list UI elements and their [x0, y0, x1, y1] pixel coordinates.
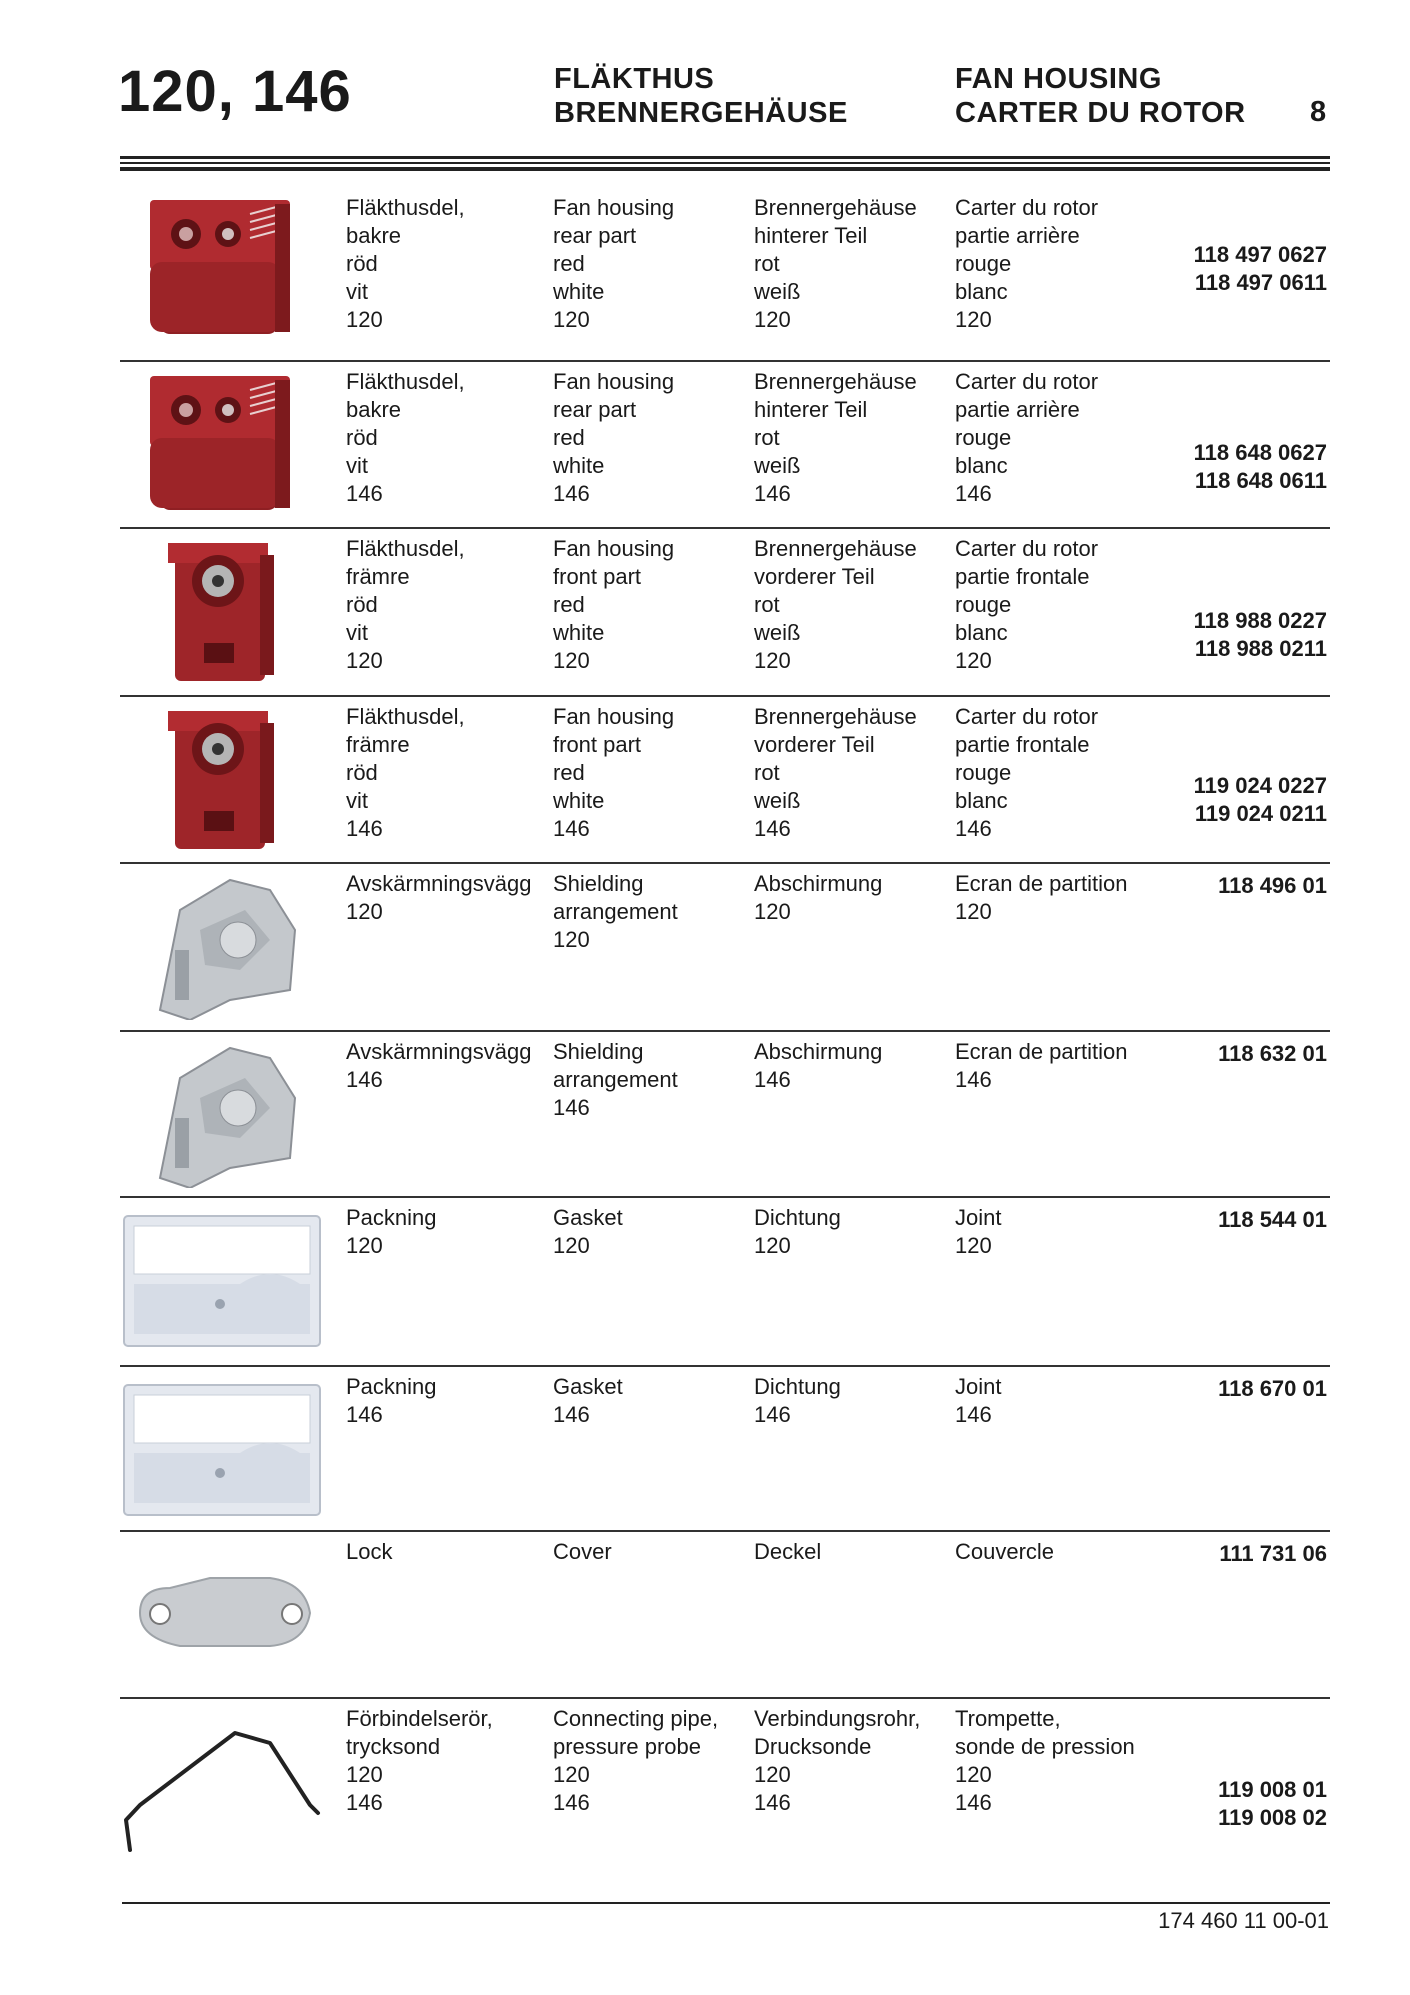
description-line: röd: [346, 425, 378, 450]
description-line: blanc: [955, 620, 1008, 645]
description-line: red: [553, 251, 585, 276]
part-row: [120, 1030, 1330, 1196]
description-line: Ecran de partition: [955, 871, 1128, 896]
part-image-gasket: [120, 1204, 325, 1354]
part-image-cover-plate: [120, 1538, 325, 1688]
description-line: Dichtung: [754, 1205, 841, 1230]
description-line: 120: [346, 307, 383, 332]
description-line: Fläkthusdel,: [346, 369, 465, 394]
model-number: 120, 146: [118, 59, 352, 124]
description-line: röd: [346, 592, 378, 617]
description-german: [754, 1538, 821, 1566]
description-line: white: [553, 279, 605, 304]
part-number: 118 497 0627: [1193, 242, 1327, 267]
description-line: 120: [955, 1233, 992, 1258]
description-line: vorderer Teil: [754, 564, 875, 589]
description-english: [553, 535, 674, 675]
description-swedish: [346, 194, 465, 334]
title-sv-de: [554, 62, 848, 130]
part-number: 118 497 0611: [1194, 270, 1327, 295]
part-numbers: [1218, 1375, 1327, 1403]
description-line: 120: [955, 899, 992, 924]
description-line: rot: [754, 760, 780, 785]
description-line: 146: [553, 1402, 590, 1427]
description-line: Carter du rotor: [955, 195, 1099, 220]
description-line: främre: [346, 564, 410, 589]
description-line: Avskärmningsvägg: [346, 1039, 532, 1064]
description-line: 120: [346, 648, 383, 673]
description-line: rear part: [553, 223, 637, 248]
description-line: Abschirmung: [754, 871, 883, 896]
part-numbers: [1194, 772, 1327, 828]
description-line: 120: [754, 307, 791, 332]
part-image-connecting-pipe: [120, 1705, 325, 1855]
description-line: 120: [553, 1762, 590, 1787]
document-number: 174 460 11 00-01: [1158, 1908, 1329, 1933]
description-line: Fan housing: [553, 369, 675, 394]
description-line: röd: [346, 760, 378, 785]
description-french: [955, 703, 1098, 843]
part-numbers: [1194, 241, 1327, 297]
description-german: [754, 870, 882, 926]
description-french: [955, 1538, 1054, 1566]
title-fr: CARTER DU ROTOR: [955, 97, 1246, 129]
description-german: [754, 1705, 920, 1817]
description-english: [553, 368, 674, 508]
description-line: Lock: [346, 1539, 393, 1564]
description-line: 146: [346, 816, 383, 841]
description-line: 146: [955, 1402, 992, 1427]
description-line: vorderer Teil: [754, 732, 875, 757]
description-line: 120: [553, 648, 590, 673]
description-line: främre: [346, 732, 410, 757]
title-en: FAN HOUSING: [955, 63, 1162, 95]
part-row: [120, 1196, 1330, 1365]
description-line: 146: [346, 1790, 383, 1815]
description-line: rouge: [955, 425, 1012, 450]
description-line: bakre: [346, 397, 402, 422]
part-numbers: [1194, 439, 1327, 495]
description-swedish: [346, 703, 465, 843]
part-row: [120, 360, 1330, 527]
description-line: 120: [754, 1233, 791, 1258]
description-german: [754, 368, 917, 508]
description-english: [553, 1038, 678, 1122]
description-german: [754, 1204, 841, 1260]
part-number: 119 024 0211: [1194, 801, 1327, 826]
description-line: front part: [553, 564, 642, 589]
part-row: [120, 186, 1330, 358]
part-number: 118 544 01: [1218, 1207, 1327, 1232]
part-numbers: [1218, 1040, 1327, 1068]
description-english: [553, 703, 674, 843]
description-line: 120: [346, 1233, 383, 1258]
description-line: 146: [553, 816, 590, 841]
description-swedish: [346, 368, 465, 508]
part-image-fan-housing-front-red: [120, 535, 325, 685]
description-german: [754, 1373, 841, 1429]
description-line: bakre: [346, 223, 402, 248]
description-line: Carter du rotor: [955, 369, 1099, 394]
part-numbers: [1219, 1540, 1327, 1568]
part-numbers: [1218, 1776, 1327, 1832]
header-rule: [120, 156, 1330, 159]
part-number: 118 988 0211: [1194, 636, 1327, 661]
description-line: 120: [754, 648, 791, 673]
description-line: Couvercle: [955, 1539, 1055, 1564]
description-line: Joint: [955, 1205, 1002, 1230]
description-line: 120: [553, 307, 590, 332]
description-line: hinterer Teil: [754, 397, 868, 422]
description-line: 146: [955, 816, 992, 841]
description-line: Förbindelserör,: [346, 1706, 493, 1731]
description-line: Verbindungsrohr,: [754, 1706, 921, 1731]
description-english: [553, 1705, 718, 1817]
title-de: BRENNERGEHÄUSE: [554, 97, 848, 129]
description-line: Brennergehäuse: [754, 536, 917, 561]
description-line: Trompette,: [955, 1706, 1061, 1731]
part-number: 118 988 0227: [1193, 608, 1327, 633]
description-french: [955, 870, 1127, 926]
description-line: 120: [955, 648, 992, 673]
description-line: Shielding: [553, 871, 644, 896]
part-numbers: [1194, 607, 1327, 663]
description-line: hinterer Teil: [754, 223, 868, 248]
part-row: [120, 1530, 1330, 1697]
part-numbers: [1218, 872, 1327, 900]
description-line: 146: [754, 481, 791, 506]
description-line: Cover: [553, 1539, 612, 1564]
part-image-gasket: [120, 1373, 325, 1523]
description-english: [553, 1538, 612, 1566]
part-number: 119 008 01: [1218, 1777, 1327, 1802]
description-line: Fläkthusdel,: [346, 536, 465, 561]
description-line: rot: [754, 425, 780, 450]
title-sv: FLÄKTHUS: [554, 63, 715, 95]
part-image-shielding-plate: [120, 1038, 325, 1188]
description-line: red: [553, 760, 585, 785]
description-line: white: [553, 453, 605, 478]
part-number: 119 008 02: [1218, 1805, 1327, 1830]
description-line: Connecting pipe,: [553, 1706, 719, 1731]
description-german: [754, 535, 917, 675]
description-line: white: [553, 788, 605, 813]
description-line: 146: [955, 1067, 992, 1092]
description-line: 146: [754, 1067, 791, 1092]
description-line: vit: [346, 620, 368, 645]
description-line: weiß: [754, 279, 801, 304]
description-line: blanc: [955, 453, 1008, 478]
description-line: red: [553, 425, 585, 450]
description-english: [553, 194, 674, 334]
description-line: vit: [346, 279, 368, 304]
description-line: Ecran de partition: [955, 1039, 1128, 1064]
description-line: Fan housing: [553, 704, 675, 729]
description-line: Gasket: [553, 1374, 623, 1399]
description-line: arrangement: [553, 1067, 678, 1092]
description-line: Carter du rotor: [955, 704, 1099, 729]
description-line: Dichtung: [754, 1374, 841, 1399]
description-french: [955, 1705, 1135, 1817]
description-swedish: [346, 1538, 392, 1566]
description-english: [553, 870, 678, 954]
description-line: weiß: [754, 453, 801, 478]
description-line: Drucksonde: [754, 1734, 872, 1759]
part-row: [120, 695, 1330, 862]
description-line: rouge: [955, 251, 1012, 276]
description-line: partie frontale: [955, 732, 1090, 757]
part-number: 118 670 01: [1218, 1376, 1327, 1401]
description-line: 120: [346, 1762, 383, 1787]
description-line: 146: [955, 1790, 992, 1815]
footer-rule: [122, 1902, 1330, 1904]
description-line: Brennergehäuse: [754, 704, 917, 729]
part-number: 111 731 06: [1219, 1541, 1327, 1566]
part-row: [120, 527, 1330, 695]
description-line: 146: [955, 481, 992, 506]
part-image-shielding-plate: [120, 870, 325, 1020]
description-line: 146: [553, 481, 590, 506]
description-swedish: [346, 870, 531, 926]
description-german: [754, 1038, 882, 1094]
header-rule: [120, 162, 1330, 164]
description-line: Deckel: [754, 1539, 822, 1564]
description-line: Avskärmningsvägg: [346, 871, 532, 896]
description-line: Fläkthusdel,: [346, 195, 465, 220]
description-line: pressure probe: [553, 1734, 701, 1759]
part-number: 118 648 0627: [1193, 440, 1327, 465]
description-line: sonde de pression: [955, 1734, 1135, 1759]
part-row: [120, 1365, 1330, 1530]
description-line: 120: [754, 1762, 791, 1787]
part-row: [120, 862, 1330, 1030]
description-line: blanc: [955, 279, 1008, 304]
description-line: Brennergehäuse: [754, 369, 917, 394]
description-line: Packning: [346, 1374, 437, 1399]
description-line: Fan housing: [553, 536, 675, 561]
part-number: 118 632 01: [1218, 1041, 1327, 1066]
description-french: [955, 1373, 1001, 1429]
description-line: rear part: [553, 397, 637, 422]
description-line: rouge: [955, 592, 1012, 617]
description-line: 146: [346, 1067, 383, 1092]
description-line: rot: [754, 251, 780, 276]
description-english: [553, 1204, 623, 1260]
description-german: [754, 194, 917, 334]
part-number: 118 648 0611: [1194, 468, 1327, 493]
description-french: [955, 535, 1098, 675]
part-image-fan-housing-front-red: [120, 703, 325, 853]
description-line: red: [553, 592, 585, 617]
description-line: 120: [955, 307, 992, 332]
description-line: trycksond: [346, 1734, 441, 1759]
description-line: vit: [346, 453, 368, 478]
description-line: front part: [553, 732, 642, 757]
description-french: [955, 368, 1098, 508]
description-line: Abschirmung: [754, 1039, 883, 1064]
description-line: 120: [346, 899, 383, 924]
description-line: 120: [553, 927, 590, 952]
description-line: Gasket: [553, 1205, 623, 1230]
part-number: 118 496 01: [1218, 873, 1327, 898]
description-english: [553, 1373, 623, 1429]
description-line: blanc: [955, 788, 1008, 813]
part-numbers: [1218, 1206, 1327, 1234]
description-line: 120: [754, 899, 791, 924]
description-line: 120: [553, 1233, 590, 1258]
description-line: Carter du rotor: [955, 536, 1099, 561]
description-line: 146: [553, 1095, 590, 1120]
part-row: [120, 1697, 1330, 1897]
description-line: 146: [754, 1402, 791, 1427]
description-line: rot: [754, 592, 780, 617]
description-line: partie arrière: [955, 397, 1080, 422]
description-line: röd: [346, 251, 378, 276]
description-german: [754, 703, 917, 843]
description-line: 120: [955, 1762, 992, 1787]
description-line: white: [553, 620, 605, 645]
description-line: Fläkthusdel,: [346, 704, 465, 729]
description-line: Shielding: [553, 1039, 644, 1064]
description-line: partie arrière: [955, 223, 1080, 248]
description-swedish: [346, 1373, 437, 1429]
description-swedish: [346, 1204, 437, 1260]
description-french: [955, 1038, 1127, 1094]
title-en-fr: [955, 62, 1246, 130]
part-image-fan-housing-rear-red: [120, 192, 325, 342]
description-line: partie frontale: [955, 564, 1090, 589]
description-swedish: [346, 1705, 493, 1817]
description-line: 146: [346, 1402, 383, 1427]
header-rule: [120, 167, 1330, 171]
description-line: rouge: [955, 760, 1012, 785]
description-french: [955, 194, 1098, 334]
description-line: Brennergehäuse: [754, 195, 917, 220]
page-number: 8: [1310, 96, 1327, 128]
description-line: 146: [553, 1790, 590, 1815]
description-line: vit: [346, 788, 368, 813]
part-number: 119 024 0227: [1193, 773, 1327, 798]
description-line: arrangement: [553, 899, 678, 924]
description-swedish: [346, 535, 465, 675]
description-line: weiß: [754, 788, 801, 813]
part-image-fan-housing-rear-red: [120, 368, 325, 518]
description-line: weiß: [754, 620, 801, 645]
description-french: [955, 1204, 1001, 1260]
description-swedish: [346, 1038, 531, 1094]
description-line: Packning: [346, 1205, 437, 1230]
description-line: 146: [346, 481, 383, 506]
description-line: Joint: [955, 1374, 1002, 1399]
description-line: 146: [754, 1790, 791, 1815]
description-line: 146: [754, 816, 791, 841]
description-line: Fan housing: [553, 195, 675, 220]
